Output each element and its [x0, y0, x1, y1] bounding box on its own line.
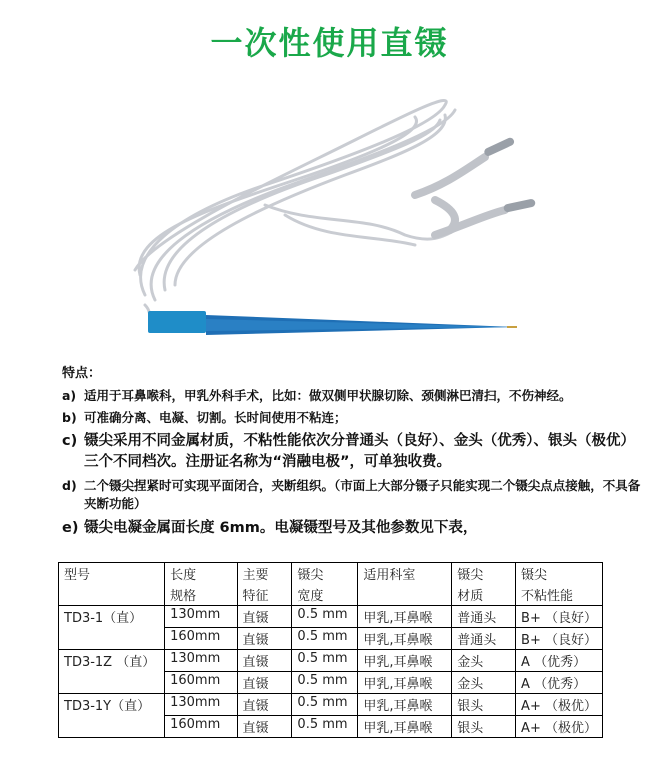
feature-text: 镊尖电凝金属面长度 6mm。电凝镊型号及其他参数见下表， [84, 519, 478, 536]
dept-cell: 甲乳,耳鼻喉 [358, 606, 452, 628]
feature-cell: 直镊 [237, 650, 292, 672]
model-cell: TD3-1Y（直） [59, 694, 165, 716]
perf-cell: B+ （良好） [516, 628, 603, 650]
feature-marker: d) [62, 478, 77, 494]
spec-table [58, 562, 603, 738]
model-cell: TD3-1Z （直） [59, 650, 165, 672]
width-cell: 0.5 mm [292, 716, 358, 738]
feature-item [62, 409, 642, 427]
feature-text: 镊尖采用不同金属材质，不粘性能依次分普通头（良好）、金头（优秀）、银头（极优）三个不同档次。注册证名称为“消融电极”，可单独收费。 [84, 433, 635, 471]
header-cell: 特征 [237, 584, 292, 606]
table-row [59, 694, 603, 716]
dept-cell: 甲乳,耳鼻喉 [358, 672, 452, 694]
table-row [59, 650, 603, 672]
features-heading: 特点： [62, 366, 102, 381]
forceps [148, 311, 517, 335]
model-cell [59, 628, 165, 650]
table-header-row [59, 563, 603, 585]
feature-cell: 直镊 [237, 606, 292, 628]
table-row [59, 606, 603, 628]
material-cell: 金头 [452, 650, 516, 672]
table-row [59, 628, 603, 650]
feature-cell: 直镊 [237, 716, 292, 738]
width-cell: 0.5 mm [292, 672, 358, 694]
perf-cell: B+ （良好） [516, 606, 603, 628]
feature-text: 二个镊尖捏紧时可实现平面闭合，夹断组织。（市面上大部分镊子只能实现二个镊尖点点接触，不具备夹断功能） [84, 478, 641, 512]
feature-item [62, 518, 642, 539]
table-row [59, 672, 603, 694]
header-cell: 镊尖 [452, 563, 516, 585]
feature-marker: a) [62, 388, 77, 403]
header-cell: 不粘性能 [516, 584, 603, 606]
material-cell: 普通头 [452, 606, 516, 628]
cable-coil [135, 100, 465, 330]
header-cell: 型号 [59, 563, 165, 585]
feature-text: 可准确分离、电凝、切割。长时间使用不粘连； [84, 410, 347, 426]
feature-marker: b) [62, 410, 77, 426]
perf-cell: A+ （极优） [516, 716, 603, 738]
feature-cell: 直镊 [237, 628, 292, 650]
length-cell: 160mm [165, 628, 237, 650]
dept-cell: 甲乳,耳鼻喉 [358, 716, 452, 738]
feature-item [62, 477, 642, 513]
feature-marker: e) [62, 519, 79, 536]
dept-cell: 甲乳,耳鼻喉 [358, 628, 452, 650]
perf-cell: A （优秀） [516, 672, 603, 694]
features-section [62, 362, 642, 543]
product-photo [115, 95, 545, 345]
feature-text: 适用于耳鼻喉科，甲乳外科手术，比如：做双侧甲状腺切除、颈侧淋巴清扫，不伤神经。 [84, 388, 572, 403]
perf-cell: A+ （极优） [516, 694, 603, 716]
header-cell [358, 584, 452, 606]
header-cell: 规格 [165, 584, 237, 606]
feature-item [62, 431, 642, 473]
feature-cell: 直镊 [237, 694, 292, 716]
model-cell: TD3-1（直） [59, 606, 165, 628]
page-title: 一次性使用直镊 [210, 24, 449, 62]
model-cell [59, 672, 165, 694]
width-cell: 0.5 mm [292, 606, 358, 628]
width-cell: 0.5 mm [292, 628, 358, 650]
feature-item [62, 387, 642, 405]
header-cell: 宽度 [292, 584, 358, 606]
width-cell: 0.5 mm [292, 694, 358, 716]
table-row [59, 716, 603, 738]
feature-cell: 直镊 [237, 672, 292, 694]
perf-cell: A （优秀） [516, 650, 603, 672]
length-cell: 130mm [165, 694, 237, 716]
length-cell: 130mm [165, 606, 237, 628]
material-cell: 普通头 [452, 628, 516, 650]
plug-pins [483, 136, 536, 212]
material-cell: 金头 [452, 672, 516, 694]
length-cell: 130mm [165, 650, 237, 672]
table-header-row [59, 584, 603, 606]
feature-marker: c) [62, 433, 78, 450]
model-cell [59, 716, 165, 738]
header-cell: 镊尖 [516, 563, 603, 585]
dept-cell: 甲乳,耳鼻喉 [358, 694, 452, 716]
header-cell: 材质 [452, 584, 516, 606]
width-cell: 0.5 mm [292, 650, 358, 672]
header-cell [59, 584, 165, 606]
header-cell: 长度 [165, 563, 237, 585]
header-cell: 主要 [237, 563, 292, 585]
header-cell: 镊尖 [292, 563, 358, 585]
banana-plug [415, 157, 505, 235]
dept-cell: 甲乳,耳鼻喉 [358, 650, 452, 672]
length-cell: 160mm [165, 716, 237, 738]
material-cell: 银头 [452, 716, 516, 738]
length-cell: 160mm [165, 672, 237, 694]
material-cell: 银头 [452, 694, 516, 716]
header-cell: 适用科室 [358, 563, 452, 585]
